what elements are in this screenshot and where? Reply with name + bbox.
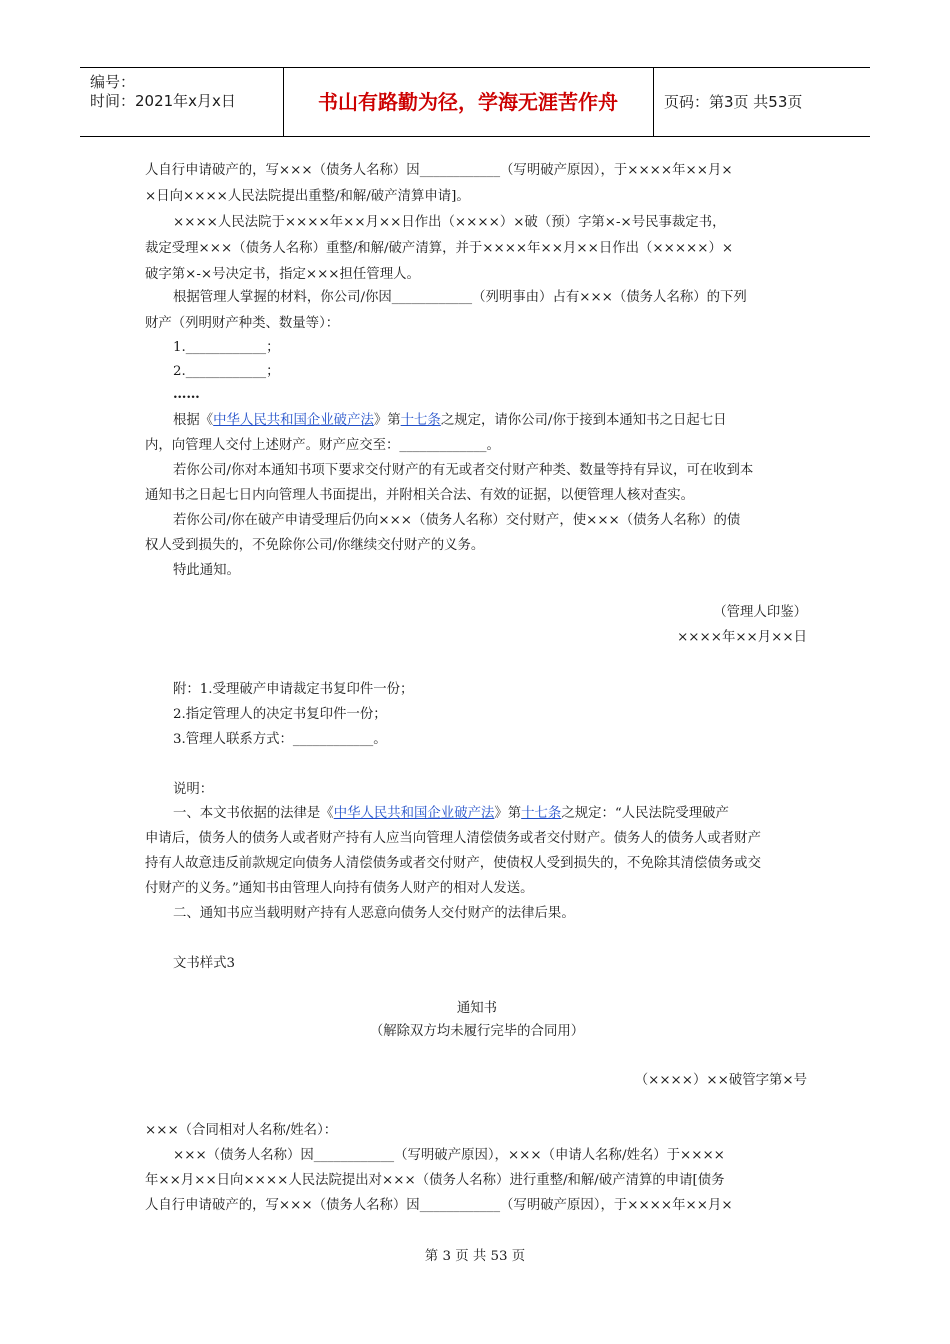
seal-label: （管理人印鉴） <box>713 605 807 620</box>
note-line: 持有人故意违反前款规定向债务人清偿债务或者交付财产，使债权人受到损失的，不免除其清偿债务或交 <box>145 856 761 871</box>
note-line: 二、通知书应当载明财产持有人恶意向债务人交付财产的法律后果。 <box>173 906 575 921</box>
note-title: 说明： <box>173 782 214 797</box>
body-line: 财产（列明财产种类、数量等）： <box>145 316 340 331</box>
law-link[interactable]: 中华人民共和国企业破产法 <box>213 413 374 428</box>
attachment-item: 2.指定管理人的决定书复印件一份； <box>173 707 387 722</box>
attachment-item: 附：1.受理破产申请裁定书复印件一份； <box>173 682 414 697</box>
list-item: 1.____________； <box>173 340 280 355</box>
note-line-basis <box>173 801 837 827</box>
body-line: 人自行申请破产的，写×××（债务人名称）因____________（写明破产原因），于××××年××月× <box>145 1198 733 1213</box>
form-label: 文书样式3 <box>173 956 236 971</box>
page-footer: 第 3 页 共 53 页 <box>424 1249 526 1264</box>
body-line: 破字第×-×号决定书，指定×××担任管理人。 <box>145 267 420 282</box>
article-link[interactable]: 十七条 <box>400 413 441 428</box>
list-item: 2.____________； <box>173 364 280 379</box>
signature-date: ××××年××月××日 <box>677 630 807 645</box>
notice-title: 通知书 <box>456 1001 498 1016</box>
text: 之规定：“人民法院受理破产 <box>561 806 729 821</box>
article-link[interactable]: 十七条 <box>521 806 562 821</box>
body-line: 若你公司/你对本通知书项下要求交付财产的有无或者交付财产种类、数量等持有异议，可在收到本 <box>173 463 754 478</box>
body-line-basis <box>173 408 837 434</box>
text: 》第 <box>373 413 401 428</box>
header-motto: 书山有路勤为径，学海无涯苦作舟 <box>283 68 654 136</box>
text: 一、本文书依据的法律是《 <box>173 806 334 821</box>
body-line: 根据管理人掌握的材料，你公司/你因____________（列明事由）占有×××（债务人名称）的下列 <box>173 290 747 305</box>
header-page-label: 页码：第3页 共53页 <box>664 93 803 111</box>
serial-label: 编号： <box>90 73 136 91</box>
text: 》第 <box>494 806 522 821</box>
date-label: 时间：2021年x月x日 <box>90 92 236 110</box>
attachment-item: 3.管理人联系方式：____________。 <box>173 732 387 747</box>
body-line: 通知书之日起七日内向管理人书面提出，并附相关合法、有效的证据，以便管理人核对查实。 <box>145 488 695 503</box>
document-number: （××××）××破管字第×号 <box>634 1073 807 1088</box>
text: 根据《 <box>173 413 214 428</box>
note-line: 申请后，债务人的债务人或者财产持有人应当向管理人清偿债务或者交付财产。债务人的债务人或者财产 <box>145 831 761 846</box>
page-header <box>80 67 870 137</box>
law-link[interactable]: 中华人民共和国企业破产法 <box>333 806 495 821</box>
body-line: 年××月××日向××××人民法院提出对×××（债务人名称）进行重整/和解/破产清算的申请[债务 <box>145 1173 725 1188</box>
body-line: 特此通知。 <box>173 563 240 578</box>
body-line: 裁定受理×××（债务人名称）重整/和解/破产清算，并于××××年××月××日作出（×××××）× <box>145 241 734 256</box>
body-line: 若你公司/你在破产申请受理后仍向×××（债务人名称）交付财产，使×××（债务人名称）的债 <box>173 513 741 528</box>
body-line: 内，向管理人交付上述财产。财产应交至：_____________。 <box>145 438 500 453</box>
text: 之规定，请你公司/你于接到本通知书之日起七日 <box>440 413 727 428</box>
body-line: ×××（债务人名称）因____________（写明破产原因），×××（申请人名称/姓名）于×××× <box>173 1148 725 1163</box>
body-line: 权人受到损失的，不免除你公司/你继续交付财产的义务。 <box>145 538 485 553</box>
body-line: 人自行申请破产的，写×××（债务人名称）因____________（写明破产原因），于××××年××月× <box>145 163 733 178</box>
body-line: ××××人民法院于××××年××月××日作出（××××）×破（预）字第×-×号民事裁定书， <box>173 215 726 230</box>
note-line: 付财产的义务。”通知书由管理人向持有债务人财产的相对人发送。 <box>145 881 534 896</box>
notice-subtitle: （解除双方均未履行完毕的合同用） <box>369 1024 585 1039</box>
ellipsis: …… <box>173 386 200 402</box>
header-info-cell <box>80 68 284 136</box>
body-line: ×日向××××人民法院提出重整/和解/破产清算申请]。 <box>145 189 470 204</box>
addressee: ×××（合同相对人名称/姓名）： <box>145 1123 338 1138</box>
